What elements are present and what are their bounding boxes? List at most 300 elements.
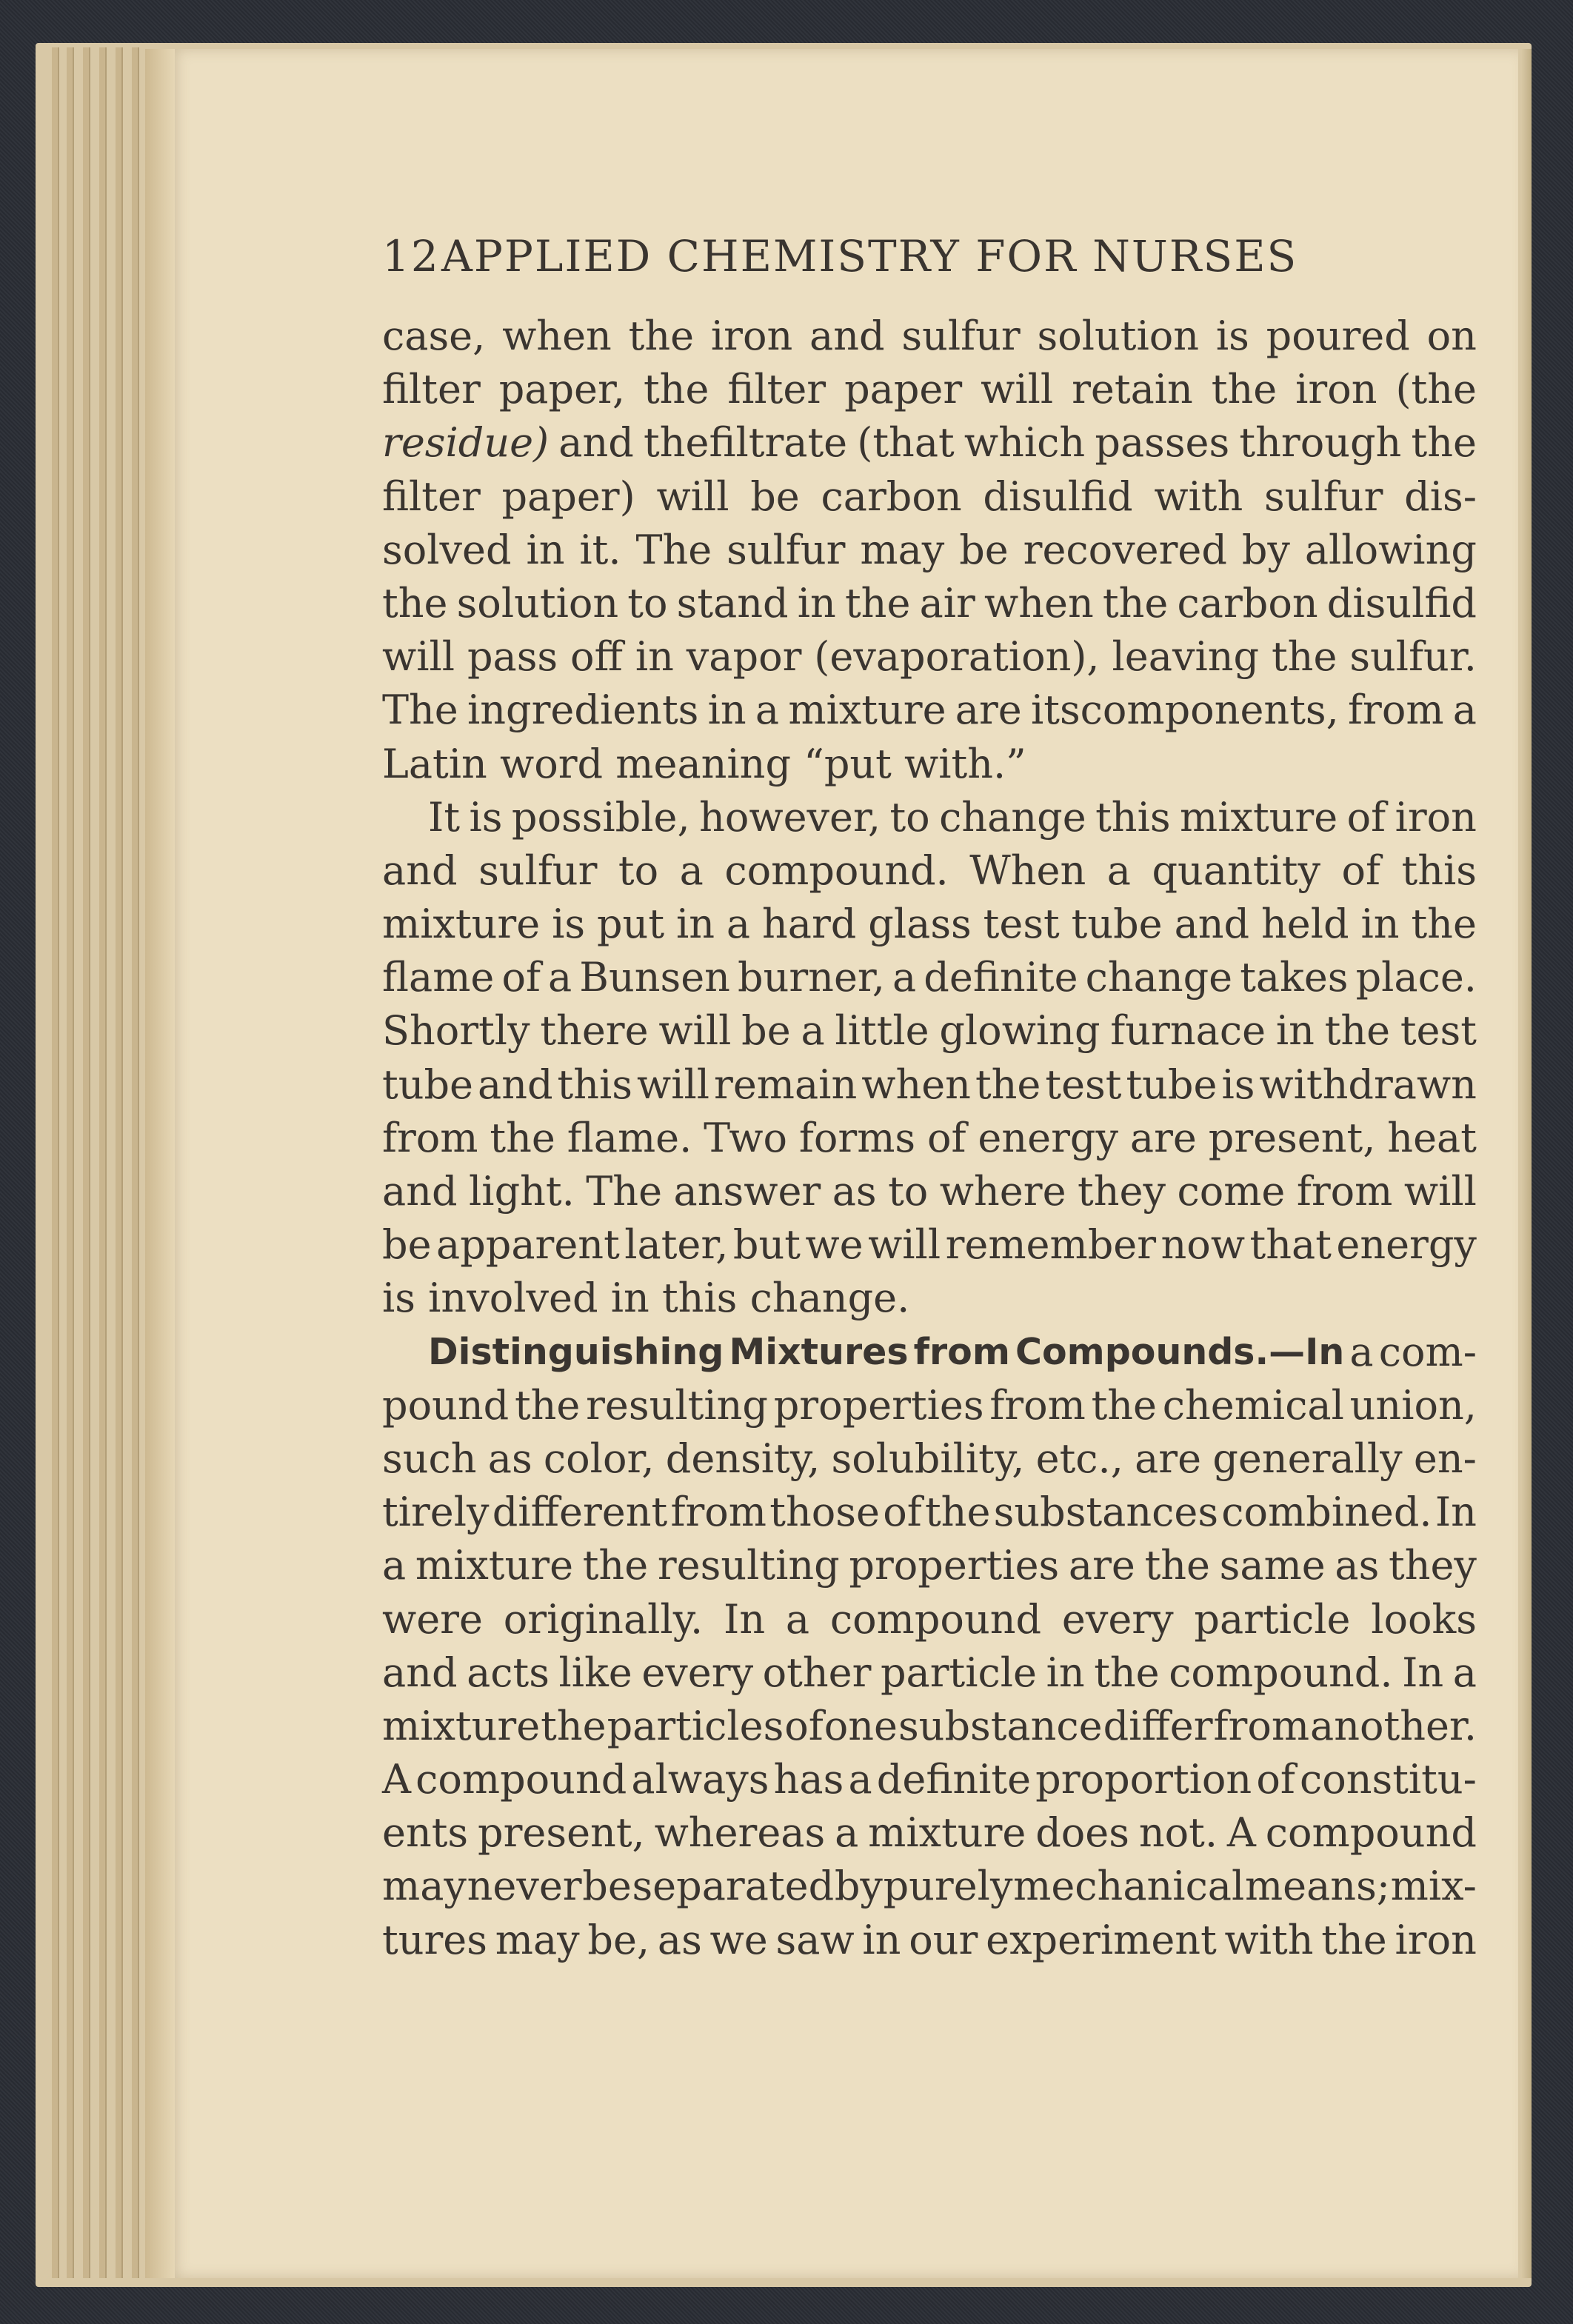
word: by — [834, 1863, 883, 1910]
word: test — [983, 901, 1060, 948]
text-line — [382, 1860, 1477, 1913]
word: the — [975, 1061, 1041, 1108]
word: tube — [1126, 1061, 1218, 1108]
word: when — [502, 313, 612, 359]
word: paper, — [498, 366, 626, 413]
word: are — [1135, 1435, 1202, 1482]
word: a — [848, 1756, 872, 1803]
word: disulfid — [983, 473, 1133, 520]
text-line — [382, 1914, 1477, 1967]
word: saw — [775, 1916, 855, 1963]
text-line — [382, 1432, 1477, 1486]
word: from — [382, 1114, 478, 1161]
word: generally — [1212, 1435, 1403, 1482]
text-line — [382, 1218, 1477, 1272]
text-line — [382, 470, 1477, 524]
word: other — [762, 1649, 872, 1696]
page-gutter — [145, 49, 175, 2278]
word: quantity — [1152, 847, 1320, 894]
word: (evaporation), — [814, 633, 1100, 681]
word: acts — [467, 1649, 550, 1696]
word: answer — [673, 1168, 821, 1215]
word: but — [732, 1221, 801, 1269]
word: filter — [382, 473, 481, 520]
word: and — [1174, 901, 1250, 948]
section-heading-word: Distinguishing — [428, 1330, 724, 1373]
word: the — [628, 313, 695, 359]
word: solved — [382, 526, 512, 573]
word: will — [382, 633, 455, 681]
word: leaving — [1112, 633, 1260, 681]
word: “put — [804, 740, 892, 787]
page-number: 12 — [382, 231, 440, 281]
word: (the — [1395, 366, 1477, 413]
word: flame. — [567, 1114, 692, 1161]
word: as — [487, 1435, 532, 1482]
body-text — [382, 310, 1477, 1967]
word: the — [490, 1114, 555, 1161]
word: of — [501, 954, 541, 1001]
page-edge — [67, 47, 74, 2278]
word: furnace — [1110, 1007, 1266, 1055]
word: and — [478, 1061, 553, 1108]
word: present, — [1208, 1114, 1376, 1161]
word: purely — [883, 1863, 1013, 1910]
word: sulfur — [478, 847, 598, 894]
text-line — [382, 738, 1477, 791]
word: in — [707, 687, 747, 734]
text-line — [382, 630, 1477, 684]
word: which — [963, 419, 1086, 467]
word: disulfid — [1326, 579, 1477, 627]
word: in — [526, 526, 565, 573]
word: The — [635, 526, 712, 573]
word: like — [558, 1649, 632, 1696]
word: test — [1045, 1061, 1122, 1108]
word: experiment — [986, 1916, 1217, 1963]
word: the — [541, 1702, 607, 1749]
word: differ — [1103, 1702, 1213, 1749]
word: is — [1221, 1061, 1255, 1108]
word: Bunsen — [579, 954, 730, 1001]
word: be — [741, 1007, 791, 1055]
word: in — [610, 1275, 649, 1322]
word: they — [1389, 1542, 1477, 1589]
text-line — [382, 1326, 1477, 1379]
word: paper — [844, 366, 963, 413]
word: tirely — [382, 1489, 490, 1536]
word: solubility, — [831, 1435, 1025, 1482]
word: from — [989, 1381, 1086, 1429]
word: be — [959, 526, 1009, 573]
word: burner, — [738, 954, 885, 1001]
word: to — [627, 579, 668, 627]
word: in — [862, 1916, 901, 1963]
word: from — [1348, 687, 1444, 734]
word: a — [1349, 1328, 1374, 1375]
word: solution — [456, 579, 619, 627]
word: off — [570, 633, 623, 681]
word: compound — [1265, 1809, 1477, 1857]
text-line — [382, 416, 1477, 470]
word: thefiltrate — [644, 419, 848, 467]
word: there — [540, 1007, 649, 1055]
word: resulting — [586, 1381, 768, 1429]
word: may — [382, 1863, 467, 1910]
word: air — [919, 579, 975, 627]
word: to — [888, 1168, 929, 1215]
word: the — [582, 1542, 649, 1589]
text-line — [382, 310, 1477, 363]
word: particle — [880, 1649, 1037, 1696]
word: by — [1241, 526, 1290, 573]
word: in — [1046, 1649, 1085, 1696]
word: heat — [1387, 1114, 1477, 1161]
word: Shortly — [382, 1007, 530, 1055]
word: particle — [1194, 1595, 1351, 1643]
word: definite — [924, 954, 1078, 1001]
word: however, — [699, 793, 881, 841]
word: pass — [467, 633, 558, 681]
word: the — [1411, 901, 1477, 948]
word: chemical — [1162, 1381, 1344, 1429]
word: place. — [1355, 954, 1477, 1001]
word: solution — [1037, 313, 1200, 359]
word: separated — [632, 1863, 835, 1910]
text-line — [382, 1004, 1477, 1058]
word: itscomponents, — [1030, 687, 1339, 734]
word: light. — [469, 1168, 575, 1215]
word: etc., — [1035, 1435, 1123, 1482]
word: with — [1154, 473, 1243, 520]
word: in — [797, 579, 836, 627]
word: in — [1275, 1007, 1315, 1055]
word: retain — [1072, 366, 1193, 413]
text-line — [382, 844, 1477, 898]
text-line — [382, 951, 1477, 1004]
word: possible, — [511, 793, 690, 841]
word: later, — [624, 1221, 729, 1269]
word: mixture — [788, 687, 946, 734]
word: of — [784, 1702, 824, 1749]
word: When — [969, 847, 1086, 894]
word: held — [1261, 901, 1349, 948]
word: remain — [714, 1061, 858, 1108]
word: forms — [798, 1114, 916, 1161]
word: tures — [382, 1916, 487, 1963]
word: means; — [1244, 1863, 1390, 1910]
word: pound — [382, 1381, 510, 1429]
word: density, — [665, 1435, 821, 1482]
text-line — [382, 1112, 1477, 1165]
word: It — [428, 793, 461, 841]
word: the — [1102, 579, 1169, 627]
word: vapor — [686, 633, 802, 681]
text-line — [382, 1806, 1477, 1860]
word: of — [1341, 847, 1380, 894]
word: may — [860, 526, 945, 573]
word: to — [889, 793, 930, 841]
word: Latin — [382, 740, 487, 787]
word: a — [382, 1542, 407, 1589]
word: the — [844, 579, 911, 627]
word: are — [1068, 1542, 1135, 1589]
word: always — [631, 1756, 769, 1803]
word: will — [981, 366, 1054, 413]
word: will — [636, 1061, 710, 1108]
word: be — [382, 1221, 432, 1269]
word: may — [495, 1916, 580, 1963]
page-edge — [132, 47, 139, 2278]
word: hard — [762, 901, 857, 948]
word: different — [492, 1489, 668, 1536]
word: looks — [1371, 1595, 1477, 1643]
word: en- — [1413, 1435, 1477, 1482]
text-line — [382, 1486, 1477, 1539]
word: has — [773, 1756, 844, 1803]
word: and — [382, 1649, 458, 1696]
word: mixture — [1180, 793, 1338, 841]
word: that — [1249, 1221, 1332, 1269]
text-line — [382, 524, 1477, 577]
word: substances — [993, 1489, 1219, 1536]
word: a — [1106, 847, 1131, 894]
page-edge — [83, 47, 90, 2278]
word: takes — [1240, 954, 1349, 1001]
word: mix- — [1390, 1863, 1477, 1910]
text-line — [382, 1272, 1477, 1325]
word: of — [1256, 1756, 1295, 1803]
word: those — [769, 1489, 880, 1536]
word: remember — [945, 1221, 1157, 1269]
word: properties — [773, 1381, 984, 1429]
word: come — [1177, 1168, 1286, 1215]
word: proportion — [1035, 1756, 1252, 1803]
word: as — [832, 1168, 877, 1215]
word: union, — [1349, 1381, 1477, 1429]
word: filter — [382, 366, 481, 413]
word: we — [805, 1221, 864, 1269]
word: as — [1335, 1542, 1380, 1589]
word: A — [1226, 1809, 1256, 1857]
word: a — [892, 954, 917, 1001]
page-edge — [52, 47, 59, 2278]
word: is — [382, 1275, 415, 1322]
word: change — [939, 793, 1086, 841]
word: and — [809, 313, 885, 359]
word: is — [552, 901, 586, 948]
word: definite — [876, 1756, 1032, 1803]
word: this — [1401, 847, 1477, 894]
word: iron — [710, 313, 793, 359]
word: the — [1271, 633, 1337, 681]
word: combined. — [1221, 1489, 1432, 1536]
word: where — [939, 1168, 1066, 1215]
word: a — [785, 1595, 810, 1643]
word: In — [1402, 1649, 1444, 1696]
word: it. — [579, 526, 621, 573]
word: is — [1215, 313, 1249, 359]
word: energy — [978, 1114, 1118, 1161]
word: another. — [1310, 1702, 1477, 1749]
word: the — [382, 579, 448, 627]
word: present, — [478, 1809, 645, 1857]
word: of — [927, 1114, 966, 1161]
word: with — [1224, 1916, 1314, 1963]
text-line — [382, 1593, 1477, 1646]
text-line — [382, 363, 1477, 416]
text-line — [382, 1646, 1477, 1700]
word: from — [670, 1489, 767, 1536]
word: mixture — [415, 1542, 574, 1589]
word: a — [755, 687, 780, 734]
word: glowing — [939, 1007, 1101, 1055]
word: will — [868, 1221, 941, 1269]
word: compound. — [724, 847, 949, 894]
word: now — [1160, 1221, 1246, 1269]
page-edge — [99, 47, 107, 2278]
word: of — [1346, 793, 1386, 841]
word: this — [1095, 793, 1171, 841]
word: the — [1324, 1007, 1391, 1055]
word: word — [499, 740, 604, 787]
word: com- — [1378, 1328, 1477, 1375]
text-line — [382, 1753, 1477, 1806]
word: stand — [676, 579, 789, 627]
word: paper) — [501, 473, 635, 520]
word: The — [382, 687, 458, 734]
word: the — [1321, 1916, 1387, 1963]
word: a — [679, 847, 704, 894]
word: In — [724, 1595, 766, 1643]
text-line — [382, 1379, 1477, 1432]
word: resulting — [657, 1542, 840, 1589]
word: passes — [1095, 419, 1230, 467]
word: put — [596, 901, 665, 948]
word: sulfur — [901, 313, 1021, 359]
word: are — [955, 687, 1022, 734]
word: be — [582, 1863, 632, 1910]
running-header — [382, 231, 1367, 281]
text-line — [382, 791, 1477, 844]
word: the — [1411, 419, 1477, 467]
word: case, — [382, 313, 486, 359]
text-line — [382, 898, 1477, 951]
word: will — [1403, 1168, 1477, 1215]
page-edge — [116, 47, 123, 2278]
word: as — [657, 1916, 702, 1963]
text-line — [382, 684, 1477, 737]
section-heading-word: Mixtures — [729, 1330, 909, 1373]
word: change. — [749, 1275, 910, 1322]
word: mixture — [382, 901, 541, 948]
word: A — [382, 1756, 411, 1803]
text-line — [382, 1165, 1477, 1218]
word: The — [586, 1168, 663, 1215]
word: color, — [543, 1435, 655, 1482]
word: residue) — [382, 419, 550, 467]
word: a — [726, 901, 751, 948]
word: sulfur — [1264, 473, 1383, 520]
word: in — [635, 633, 674, 681]
word: this — [661, 1275, 738, 1322]
word: energy — [1336, 1221, 1477, 1269]
word: when — [861, 1061, 971, 1108]
page-right-edge — [1521, 49, 1532, 2278]
word: carbon — [821, 473, 962, 520]
word: mechanical — [1013, 1863, 1245, 1910]
word: tube — [382, 1061, 474, 1108]
word: on — [1426, 313, 1477, 359]
word: compound. — [1169, 1649, 1393, 1696]
word: iron — [1395, 1916, 1477, 1963]
word: one — [824, 1702, 898, 1749]
word: does — [1035, 1809, 1129, 1857]
word: and — [558, 419, 634, 467]
word: with.” — [904, 740, 1026, 787]
word: apparent — [436, 1221, 620, 1269]
word: flame — [382, 954, 495, 1001]
running-title: APPLIED CHEMISTRY FOR NURSES — [441, 231, 1298, 281]
word: never — [467, 1863, 582, 1910]
word: iron — [1295, 366, 1377, 413]
word: sulfur. — [1349, 633, 1477, 681]
word: tube — [1071, 901, 1163, 948]
word: compound — [829, 1595, 1042, 1643]
text-line — [382, 1539, 1477, 1592]
word: originally. — [503, 1595, 704, 1643]
word: through — [1239, 419, 1402, 467]
word: a — [801, 1007, 825, 1055]
word: they — [1078, 1168, 1166, 1215]
word: the — [1094, 1649, 1160, 1696]
text-line — [382, 577, 1477, 630]
word: same — [1219, 1542, 1326, 1589]
word: iron — [1395, 793, 1477, 841]
word: and — [382, 1168, 458, 1215]
word: constitu- — [1299, 1756, 1477, 1803]
word: Two — [704, 1114, 787, 1161]
word: to — [618, 847, 659, 894]
word: test — [1400, 1007, 1477, 1055]
word: and — [382, 847, 458, 894]
word: glass — [868, 901, 972, 948]
text-line — [382, 1058, 1477, 1112]
word: is — [469, 793, 503, 841]
word: the — [1091, 1381, 1157, 1429]
word: in — [675, 901, 715, 948]
word: carbon — [1177, 579, 1318, 627]
word: sulfur — [727, 526, 846, 573]
word: every — [641, 1649, 754, 1696]
word: in — [1360, 901, 1400, 948]
word: be — [750, 473, 800, 520]
word: a — [548, 954, 572, 1001]
word: dis- — [1404, 473, 1477, 520]
word: will — [658, 1007, 732, 1055]
word: little — [835, 1007, 929, 1055]
word: the — [514, 1381, 581, 1429]
word: a — [835, 1809, 859, 1857]
word: from — [1213, 1702, 1310, 1749]
word: are — [1129, 1114, 1197, 1161]
word: meaning — [615, 740, 792, 787]
word: poured — [1266, 313, 1410, 359]
word: (that — [857, 419, 955, 467]
section-heading-word: from — [913, 1330, 1010, 1373]
word: when — [984, 579, 1094, 627]
word: a — [1452, 1649, 1477, 1696]
